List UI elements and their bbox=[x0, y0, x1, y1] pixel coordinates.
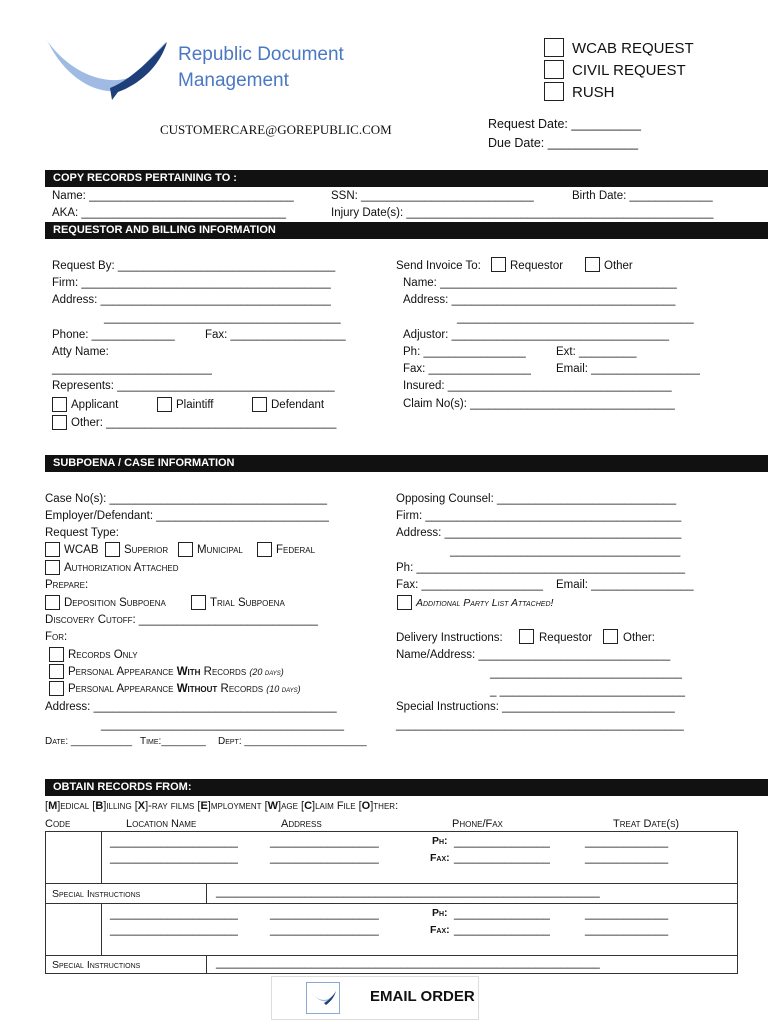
email-order-logo-icon bbox=[306, 982, 340, 1014]
billing-address-line2[interactable]: _____________________________________ bbox=[457, 312, 694, 324]
special-row2-divider bbox=[206, 955, 207, 974]
wcab-request-checkbox[interactable] bbox=[544, 38, 564, 57]
patient-ssn-field[interactable]: SSN: ___________________________ bbox=[331, 190, 534, 202]
column-location-name: Location Name bbox=[126, 818, 197, 830]
additional-party-label: Additional Party List Attached! bbox=[416, 597, 554, 609]
appearance-without-records-label: Personal Appearance Without Records (10 days) bbox=[68, 683, 301, 695]
record2-fax-label: Fax: bbox=[430, 924, 450, 936]
record1-location-line1[interactable]: ____________________ bbox=[110, 836, 238, 848]
code-column-divider-2 bbox=[101, 903, 102, 955]
defendant-label: Defendant bbox=[271, 399, 325, 411]
records-only-checkbox[interactable] bbox=[49, 647, 64, 662]
adjustor-field[interactable]: Adjustor: __________________________________ bbox=[403, 329, 670, 341]
patient-aka-field[interactable]: AKA: ________________________________ bbox=[52, 207, 287, 219]
column-treat-dates: Treat Date(s) bbox=[613, 818, 680, 830]
record1-address-line1[interactable]: _________________ bbox=[270, 836, 379, 848]
record2-treat-line2[interactable]: _____________ bbox=[585, 924, 669, 936]
special-instructions-line2[interactable]: _____________________________________________ bbox=[396, 719, 684, 731]
adjustor-email-field[interactable]: Email: _________________ bbox=[556, 363, 700, 375]
requestor-address-line2[interactable]: _____________________________________ bbox=[104, 312, 341, 324]
opposing-counsel-field[interactable]: Opposing Counsel: ____________________________ bbox=[396, 493, 677, 505]
appearance-date-field[interactable]: Date: ___________ bbox=[45, 736, 133, 747]
company-name-line2: Management bbox=[178, 70, 289, 91]
delivery-instructions-label: Delivery Instructions: bbox=[396, 632, 503, 644]
counsel-address-line2[interactable]: ____________________________________ bbox=[450, 545, 681, 557]
invoice-other-label: Other bbox=[604, 260, 633, 272]
record1-ph-label: Ph: bbox=[432, 835, 448, 847]
row2-divider bbox=[45, 903, 738, 904]
record1-fax-field[interactable]: _______________ bbox=[454, 852, 550, 864]
claim-number-field[interactable]: Claim No(s): ________________________________ bbox=[403, 398, 675, 410]
invoice-other-checkbox[interactable] bbox=[585, 257, 600, 272]
case-number-field[interactable]: Case No(s): __________________________________ bbox=[45, 493, 327, 505]
record2-ph-field[interactable]: _______________ bbox=[454, 908, 550, 920]
rush-label: RUSH bbox=[572, 84, 615, 101]
atty-name-field[interactable]: _________________________ bbox=[52, 363, 212, 375]
represents-other-field[interactable]: Other: ____________________________________ bbox=[71, 417, 337, 429]
request-type-label: Request Type: bbox=[45, 527, 119, 539]
column-code: Code bbox=[45, 818, 71, 830]
row1-divider bbox=[45, 883, 738, 884]
company-logo bbox=[40, 34, 175, 104]
special-row1-divider bbox=[206, 884, 207, 903]
insured-field[interactable]: Insured: ___________________________________ bbox=[403, 380, 672, 392]
employer-defendant-field[interactable]: Employer/Defendant: ___________________________ bbox=[45, 510, 329, 522]
record1-special-label: Special Instructions bbox=[52, 888, 141, 900]
plaintiff-label: Plaintiff bbox=[176, 399, 214, 411]
municipal-label: Municipal bbox=[197, 544, 243, 556]
adjustor-phone-field[interactable]: Ph: ________________ bbox=[403, 346, 526, 358]
section-obtain-records: OBTAIN RECORDS FROM: bbox=[45, 779, 768, 796]
delivery-address-line3[interactable]: _ _____________________________ bbox=[490, 685, 686, 697]
section-requestor-billing: REQUESTOR AND BILLING INFORMATION bbox=[45, 222, 768, 239]
counsel-email-field[interactable]: Email: ________________ bbox=[556, 579, 694, 591]
special-instructions-field[interactable]: Special Instructions: ___________________________ bbox=[396, 701, 675, 713]
delivery-requestor-checkbox[interactable] bbox=[519, 629, 534, 644]
requestor-firm-field[interactable]: Firm: _______________________________________ bbox=[52, 277, 331, 289]
email-order-label: EMAIL ORDER bbox=[370, 988, 475, 1005]
applicant-checkbox[interactable] bbox=[52, 397, 67, 412]
delivery-address-line2[interactable]: ______________________________ bbox=[490, 667, 682, 679]
authorization-checkbox[interactable] bbox=[45, 560, 60, 575]
customer-care-email: CUSTOMERCARE@GOREPUBLIC.COM bbox=[160, 122, 392, 137]
appearance-time-field[interactable]: Time:________ bbox=[140, 736, 206, 747]
record2-treat-line1[interactable]: _____________ bbox=[585, 908, 669, 920]
applicant-label: Applicant bbox=[71, 399, 119, 411]
for-label: For: bbox=[45, 631, 68, 643]
column-phone-fax: Phone/Fax bbox=[452, 818, 503, 830]
records-only-label: Records Only bbox=[68, 649, 138, 661]
superior-checkbox[interactable] bbox=[105, 542, 120, 557]
authorization-label: Authorization Attached bbox=[64, 562, 179, 574]
patient-name-field[interactable]: Name: ________________________________ bbox=[52, 190, 294, 202]
appearance-address-field[interactable]: Address: ______________________________________ bbox=[45, 701, 337, 713]
billing-address-field[interactable]: Address: ___________________________________ bbox=[403, 294, 676, 306]
record2-special-label: Special Instructions bbox=[52, 959, 141, 971]
send-invoice-label: Send Invoice To: bbox=[396, 260, 481, 272]
code-column-divider bbox=[101, 831, 102, 883]
appearance-with-records-checkbox[interactable] bbox=[49, 664, 64, 679]
delivery-other-checkbox[interactable] bbox=[603, 629, 618, 644]
trial-subpoena-label: Trial Subpoena bbox=[210, 597, 285, 609]
counsel-firm-field[interactable]: Firm: ________________________________________ bbox=[396, 510, 682, 522]
record1-special-field[interactable]: ____________________________________________________________ bbox=[216, 886, 600, 898]
invoice-requestor-checkbox[interactable] bbox=[491, 257, 506, 272]
record2-location-line2[interactable]: ____________________ bbox=[110, 924, 238, 936]
plaintiff-checkbox[interactable] bbox=[157, 397, 172, 412]
requestor-fax-field[interactable]: Fax: __________________ bbox=[205, 329, 346, 341]
record-type-legend: [M]edical [B]illing [X]-ray films [E]mployment [W]age [C]laim File [O]ther: bbox=[45, 800, 399, 812]
delivery-requestor-label: Requestor bbox=[539, 632, 593, 644]
record1-location-line2[interactable]: ____________________ bbox=[110, 852, 238, 864]
prepare-label: Prepare: bbox=[45, 579, 89, 591]
counsel-phone-field[interactable]: Ph: __________________________________________ bbox=[396, 562, 686, 574]
counsel-fax-field[interactable]: Fax: ___________________ bbox=[396, 579, 544, 591]
request-date-field[interactable]: Request Date: __________ bbox=[488, 117, 641, 131]
rush-checkbox[interactable] bbox=[544, 82, 564, 101]
civil-request-label: CIVIL REQUEST bbox=[572, 62, 686, 79]
represents-field[interactable]: Represents: __________________________________ bbox=[52, 380, 335, 392]
federal-label: Federal bbox=[276, 544, 316, 556]
discovery-cutoff-field[interactable]: Discovery Cutoff: ____________________________ bbox=[45, 614, 318, 626]
delivery-other-label: Other: bbox=[623, 632, 655, 644]
appearance-address-line2[interactable]: ______________________________________ bbox=[101, 719, 345, 731]
record1-fax-label: Fax: bbox=[430, 852, 450, 864]
bird-logo-icon bbox=[40, 34, 175, 104]
wcab-label: WCAB bbox=[64, 544, 99, 556]
record2-special-field[interactable]: ____________________________________________________________ bbox=[216, 957, 600, 969]
record2-ph-label: Ph: bbox=[432, 907, 448, 919]
federal-checkbox[interactable] bbox=[257, 542, 272, 557]
billing-name-field[interactable]: Name: _____________________________________ bbox=[403, 277, 677, 289]
request-by-field[interactable]: Request By: __________________________________ bbox=[52, 260, 336, 272]
counsel-address-field[interactable]: Address: _____________________________________ bbox=[396, 527, 682, 539]
deposition-subpoena-checkbox[interactable] bbox=[45, 595, 60, 610]
patient-birth-date-field[interactable]: Birth Date: _____________ bbox=[572, 190, 713, 202]
represents-other-checkbox[interactable] bbox=[52, 415, 67, 430]
atty-name-label: Atty Name: bbox=[52, 346, 109, 358]
defendant-checkbox[interactable] bbox=[252, 397, 267, 412]
injury-date-field[interactable]: Injury Date(s): ________________________________________________ bbox=[331, 207, 714, 219]
wcab-request-label: WCAB REQUEST bbox=[572, 40, 694, 57]
requestor-phone-field[interactable]: Phone: _____________ bbox=[52, 329, 175, 341]
adjustor-fax-field[interactable]: Fax: ________________ bbox=[403, 363, 531, 375]
appearance-dept-field[interactable]: Dept: ______________________ bbox=[218, 736, 367, 747]
additional-party-checkbox[interactable] bbox=[397, 595, 412, 610]
section-subpoena-case: SUBPOENA / CASE INFORMATION bbox=[45, 455, 768, 472]
record2-address-line2[interactable]: _________________ bbox=[270, 924, 379, 936]
appearance-without-records-checkbox[interactable] bbox=[49, 681, 64, 696]
delivery-name-address-field[interactable]: Name/Address: ______________________________ bbox=[396, 649, 671, 661]
record1-address-line2[interactable]: _________________ bbox=[270, 852, 379, 864]
superior-label: Superior bbox=[124, 544, 169, 556]
record1-ph-field[interactable]: _______________ bbox=[454, 836, 550, 848]
record2-address-line1[interactable]: _________________ bbox=[270, 908, 379, 920]
company-name-line1: Republic Document bbox=[178, 44, 344, 65]
municipal-checkbox[interactable] bbox=[178, 542, 193, 557]
section-copy-records: COPY RECORDS PERTAINING TO : bbox=[45, 170, 768, 187]
trial-subpoena-checkbox[interactable] bbox=[191, 595, 206, 610]
invoice-requestor-label: Requestor bbox=[510, 260, 564, 272]
column-address: Address bbox=[281, 818, 322, 830]
adjustor-ext-field[interactable]: Ext: _________ bbox=[556, 346, 637, 358]
email-order-button[interactable] bbox=[271, 976, 479, 1020]
record2-fax-field[interactable]: _______________ bbox=[454, 924, 550, 936]
civil-request-checkbox[interactable] bbox=[544, 60, 564, 79]
appearance-with-records-label: Personal Appearance With Records (20 days) bbox=[68, 666, 284, 678]
deposition-subpoena-label: Deposition Subpoena bbox=[64, 597, 166, 609]
requestor-address-field[interactable]: Address: ____________________________________ bbox=[52, 294, 331, 306]
wcab-checkbox[interactable] bbox=[45, 542, 60, 557]
due-date-field[interactable]: Due Date: _____________ bbox=[488, 136, 639, 150]
record2-location-line1[interactable]: ____________________ bbox=[110, 908, 238, 920]
record1-treat-line1[interactable]: _____________ bbox=[585, 836, 669, 848]
record1-treat-line2[interactable]: _____________ bbox=[585, 852, 669, 864]
